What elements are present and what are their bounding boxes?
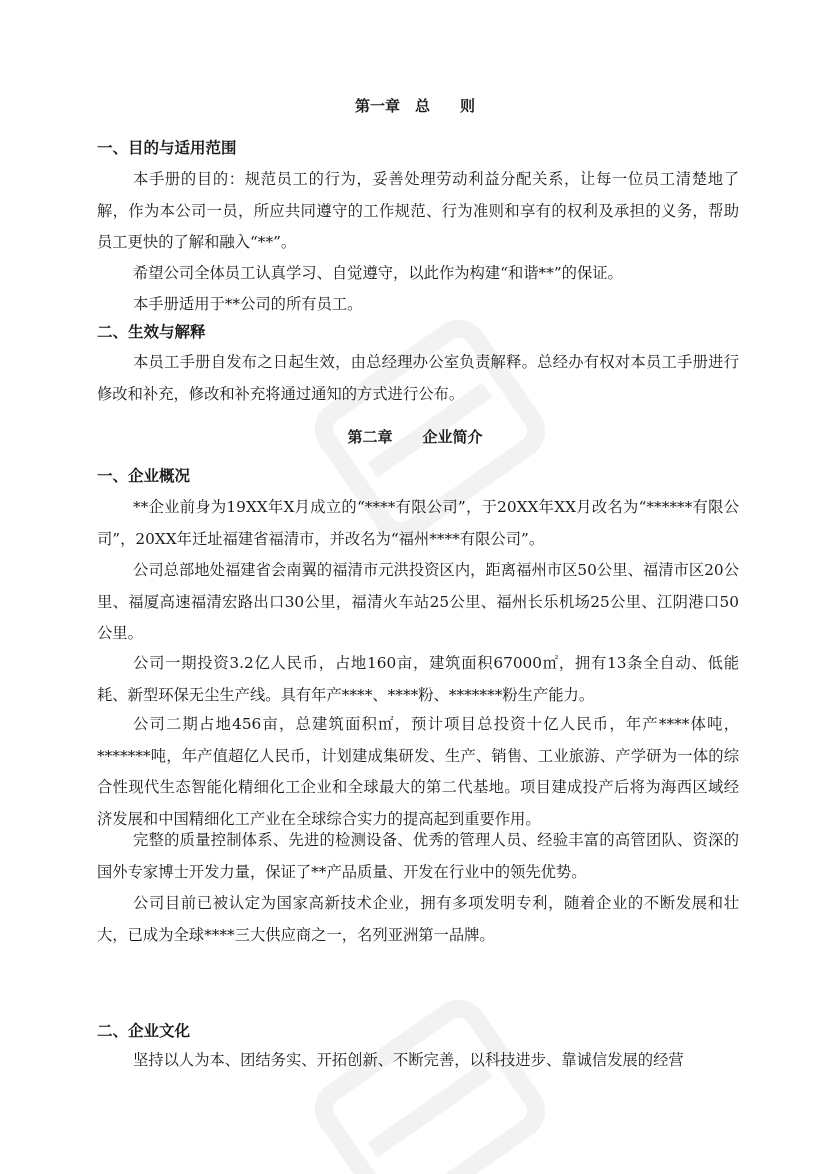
paragraph-scope: 本手册适用于**公司的所有员工。 — [133, 295, 363, 313]
watermark-mark — [300, 980, 560, 1174]
paragraph-culture: 坚持以人为本、团结务实、开拓创新、不断完善，以科技进步、靠诚信发展的经营 — [133, 1051, 684, 1069]
paragraph-quality: 完整的质量控制体系、先进的检测设备、优秀的管理人员、经验丰富的高管团队、资深的国外专家博士开发力量，保证了**产品质量、开发在行业中的领先优势。 — [97, 831, 739, 881]
paragraph-phase-two: 公司二期占地456亩，总建筑面积㎡，预计项目总投资十亿人民币，年产****体吨，*******吨，年产值超亿人民币，计划建成集研发、生产、销售、工业旅游、产学研为一体的综合性现代生态智能化精细化工企业和全球最大的第二代基地。项目建成投产后将为海西区域经济发展和中国精细化工产业在全球综合实力的提高起到重要作用。 — [97, 715, 739, 828]
paragraph-purpose: 本手册的目的：规范员工的行为，妥善处理劳动利益分配关系，让每一位员工清楚地了解，作为本公司一员，所应共同遵守的工作规范、行为准则和享有的权利及承担的义务，帮助员工更快的了解和融入“**”。 — [97, 170, 739, 251]
paragraph-location: 公司总部地处福建省会南翼的福清市元洪投资区内，距离福州市区50公里、福清市区20公里、福厦高速福清宏路出口30公里，福清火车站25公里、福州长乐机场25公里、江阴港口50公里。 — [97, 561, 739, 642]
section-heading-effect: 二、生效与解释 — [97, 323, 206, 341]
section-heading-culture: 二、企业文化 — [97, 1022, 191, 1040]
paragraph-phase-one: 公司一期投资3.2亿人民币，占地160亩，建筑面积67000㎡，拥有13条全自动、低能耗、新型环保无尘生产线。具有年产****、****粉、*******粉生产能力。 — [97, 654, 739, 704]
paragraph-effect: 本员工手册自发布之日起生效，由总经理办公室负责解释。总经办有权对本员工手册进行修改和补充，修改和补充将通过通知的方式进行公布。 — [97, 353, 739, 403]
chapter-1-title: 第一章 总 则 — [354, 97, 475, 115]
paragraph-history: **企业前身为19XX年X月成立的“****有限公司”，于20XX年XX月改名为“******有限公司”，20XX年迁址福建省福清市，并改名为“福州****有限公司”。 — [97, 498, 739, 548]
paragraph-status: 公司目前已被认定为国家高新技术企业，拥有多项发明专利，随着企业的不断发展和壮大，已成为全球****三大供应商之一，名列亚洲第一品牌。 — [97, 894, 739, 944]
section-heading-overview: 一、企业概况 — [97, 467, 191, 485]
paragraph-hope: 希望公司全体员工认真学习、自觉遵守，以此作为构建“和谐**”的保证。 — [133, 264, 623, 282]
section-heading-purpose: 一、目的与适用范围 — [97, 139, 237, 157]
chapter-2-title: 第二章 企业简介 — [347, 428, 483, 446]
